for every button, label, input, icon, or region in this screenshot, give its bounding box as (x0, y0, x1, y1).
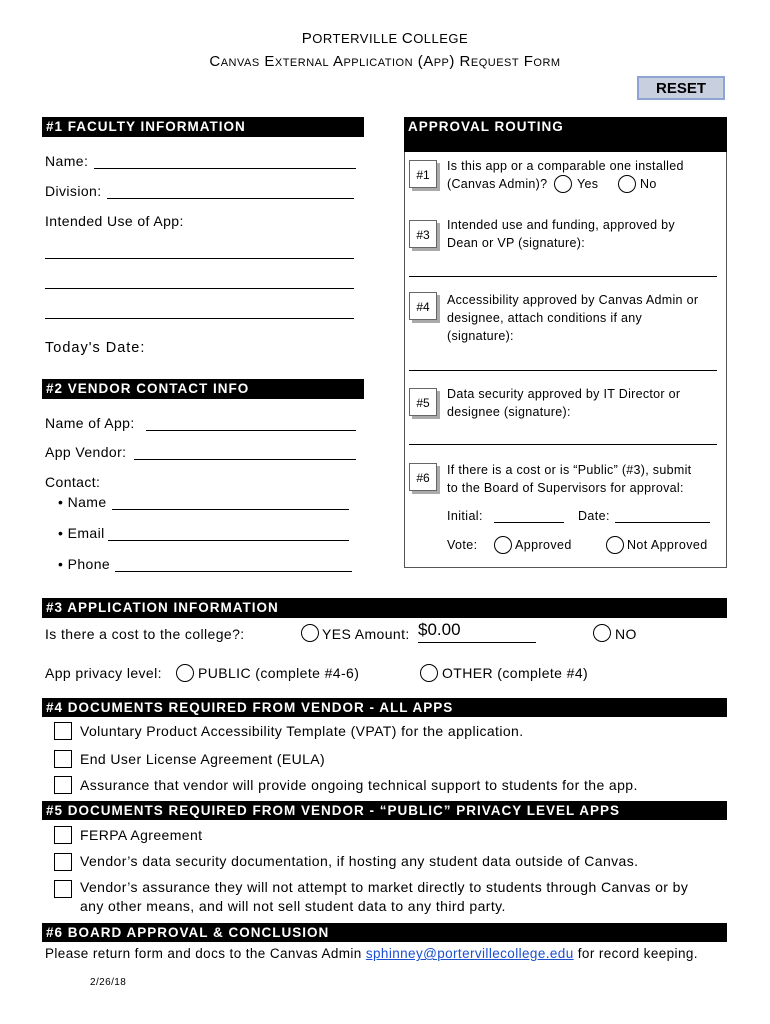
contact-phone-field[interactable] (115, 571, 352, 572)
intended-use-line-1[interactable] (45, 258, 354, 259)
cost-amount-input[interactable] (418, 620, 534, 640)
name-label: Name: (45, 153, 89, 169)
vote-label: Vote: (447, 538, 478, 552)
section3-heading: #3 APPLICATION INFORMATION (42, 598, 727, 618)
ferpa-checkbox[interactable] (54, 826, 72, 844)
routing-step-1-badge: #1 (409, 160, 437, 188)
contact-label: Contact: (45, 474, 101, 490)
installed-yes-radio[interactable] (554, 175, 572, 193)
step-4-signature-line[interactable] (409, 370, 717, 371)
cost-question: Is there a cost to the college?: (45, 626, 245, 642)
section4-heading: #4 DOCUMENTS REQUIRED FROM VENDOR - ALL APPS (42, 698, 727, 717)
vote-approved-radio[interactable] (494, 536, 512, 554)
contact-phone-label: • Phone (58, 556, 110, 572)
data-security-checkbox[interactable] (54, 853, 72, 871)
privacy-level-label: App privacy level: (45, 665, 162, 681)
initial-field[interactable] (494, 522, 564, 523)
section6-heading: #6 BOARD APPROVAL & CONCLUSION (42, 923, 727, 942)
app-name-field[interactable] (146, 430, 356, 431)
revision-date: 2/26/18 (90, 977, 127, 988)
cost-no-radio[interactable] (593, 624, 611, 642)
section2-heading: #2 VENDOR CONTACT INFO (42, 379, 364, 399)
cost-yes-radio[interactable] (301, 624, 319, 642)
routing-step-3-badge: #3 (409, 220, 437, 248)
division-field[interactable] (107, 198, 354, 199)
vpat-label: Voluntary Product Accessibility Template (VPAT) for the application. (80, 723, 524, 739)
routing-heading: APPROVAL ROUTING (404, 117, 727, 152)
app-name-label: Name of App: (45, 415, 135, 431)
cost-yes-amount-label: YES Amount: (322, 626, 410, 642)
contact-email-label: • Email (58, 525, 105, 541)
contact-email-field[interactable] (108, 540, 349, 541)
support-checkbox[interactable] (54, 776, 72, 794)
app-vendor-field[interactable] (134, 459, 356, 460)
division-label: Division: (45, 183, 102, 199)
privacy-public-radio[interactable] (176, 664, 194, 682)
form-title: Canvas External Application (App) Request Form (209, 53, 561, 70)
canvas-admin-email-link[interactable]: sphinney@portervillecollege.edu (365, 946, 574, 961)
contact-name-field[interactable] (112, 509, 349, 510)
vote-approved-label: Approved (515, 538, 572, 552)
eula-checkbox[interactable] (54, 750, 72, 768)
name-field[interactable] (94, 168, 356, 169)
marketing-checkbox[interactable] (54, 880, 72, 898)
step-3-signature-line[interactable] (409, 276, 717, 277)
routing-step-5-text: Data security approved by IT Director or designee (signature): (447, 387, 681, 419)
intended-use-label: Intended Use of App: (45, 213, 184, 229)
intended-use-line-3[interactable] (45, 318, 354, 319)
section5-heading: #5 DOCUMENTS REQUIRED FROM VENDOR - “PUBLIC” PRIVACY LEVEL APPS (42, 801, 727, 820)
initial-label: Initial: (447, 509, 483, 523)
data-security-label: Vendor’s data security documentation, if hosting any student data outside of Canvas. (80, 853, 639, 869)
college-title: PORTERVILLE COLLEGE (301, 30, 469, 47)
support-label: Assurance that vendor will provide ongoing technical support to students for the app. (80, 777, 638, 793)
contact-name-label: • Name (58, 494, 107, 510)
vpat-checkbox[interactable] (54, 722, 72, 740)
todays-date-label: Today's Date: (45, 340, 146, 356)
marketing-label: Vendor’s assurance they will not attempt to market directly to students through Canvas or by (80, 879, 689, 895)
routing-step-3-text: Intended use and funding, approved by Dean or VP (signature): (447, 218, 675, 250)
step-5-signature-line[interactable] (409, 444, 717, 445)
vote-date-label: Date: (578, 509, 610, 523)
routing-step-6-text: If there is a cost or is “Public” (#3), submit to the Board of Supervisors for approval: (447, 463, 692, 495)
routing-step-4-badge: #4 (409, 292, 437, 320)
routing-step-1-text: Is this app or a comparable one installed (Canvas Admin)? Yes No (447, 159, 684, 191)
vote-not-approved-label: Not Approved (627, 538, 708, 552)
marketing-label-line2: any other means, and will not sell student data to any third party. (80, 898, 506, 914)
privacy-other-label: OTHER (complete #4) (442, 665, 589, 681)
section1-heading: #1 FACULTY INFORMATION (42, 117, 364, 137)
return-instructions: Please return form and docs to the Canvas Admin sphinney@portervillecollege.edu for record keeping. (45, 946, 698, 961)
vote-date-field[interactable] (615, 522, 710, 523)
vote-not-approved-radio[interactable] (606, 536, 624, 554)
privacy-public-label: PUBLIC (complete #4-6) (198, 665, 360, 681)
intended-use-line-2[interactable] (45, 288, 354, 289)
routing-step-6-badge: #6 (409, 463, 437, 491)
app-vendor-label: App Vendor: (45, 444, 127, 460)
ferpa-label: FERPA Agreement (80, 827, 203, 843)
routing-step-4-text: Accessibility approved by Canvas Admin or designee, attach conditions if any (signature): (447, 293, 699, 343)
cost-no-label: NO (615, 626, 637, 642)
routing-step-5-badge: #5 (409, 388, 437, 416)
eula-label: End User License Agreement (EULA) (80, 751, 326, 767)
reset-button[interactable]: RESET (637, 76, 725, 100)
installed-no-radio[interactable] (618, 175, 636, 193)
privacy-other-radio[interactable] (420, 664, 438, 682)
